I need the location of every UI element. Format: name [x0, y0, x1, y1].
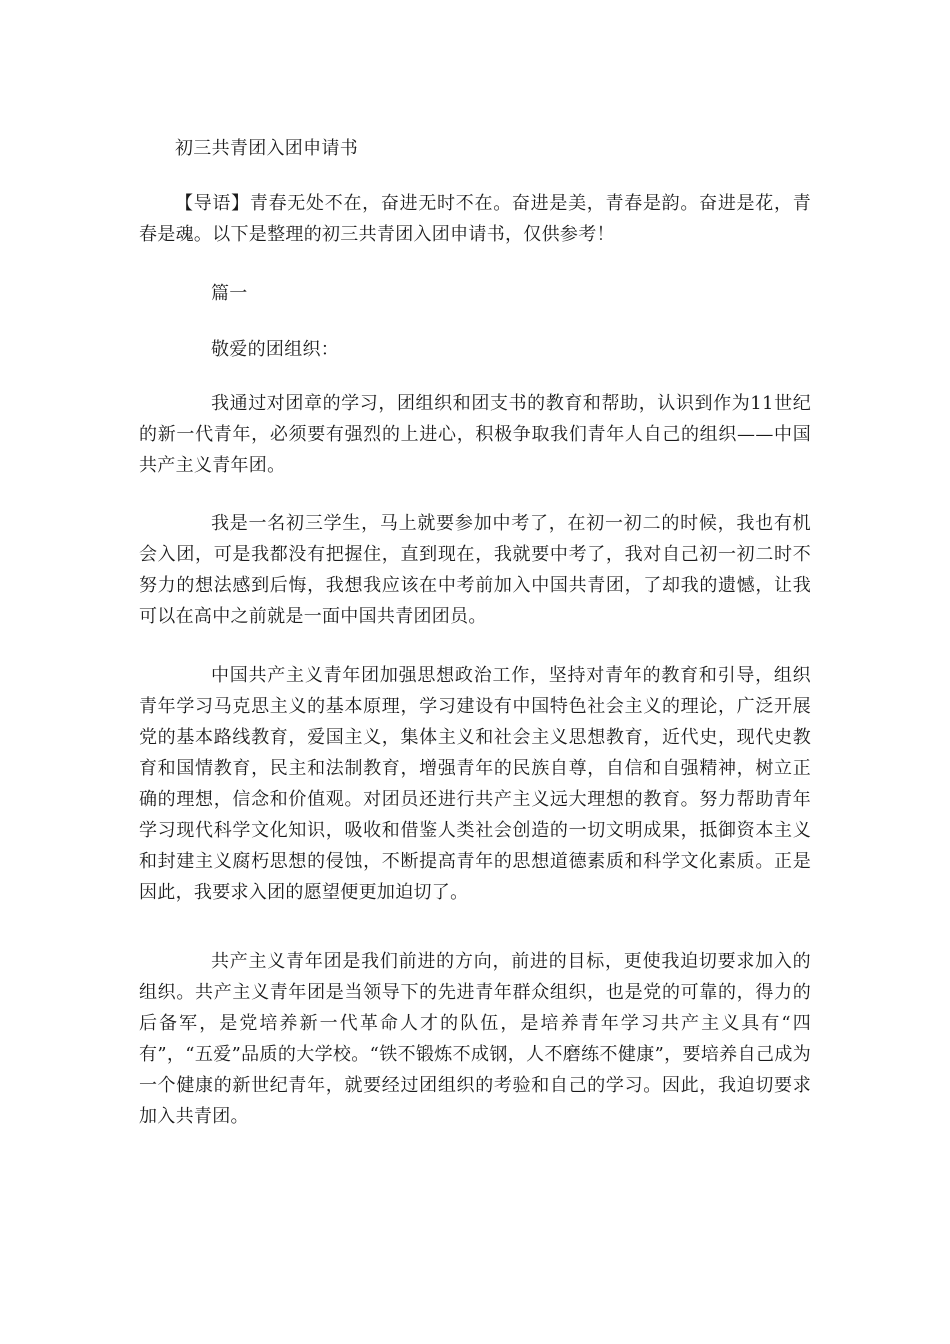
section-label: 篇一: [211, 283, 248, 304]
body-paragraph-3: 中国共产主义青年团加强思想政治工作，坚持对青年的教育和引导，组织青年学习马克思主义的基本原理，学习建设有中国特色社会主义的理论，广泛开展党的基本路线教育，爱国主义，集体主义和社会主义思想教育，近代史，现代史教育和国情教育，民主和法制教育，增强青年的民族自尊，自信和自强精神，树立正确的理想，信念和价值观。对团员还进行共产主义远大理想的教育。努力帮助青年学习现代科学文化知识，吸收和借鉴人类社会创造的一切文明成果，抵御资本主义和封建主义腐朽思想的侵蚀，不断提高青年的思想道德素质和科学文化素质。正是因此，我要求入团的愿望便更加迫切了。: [139, 665, 811, 903]
body-paragraph-4: 共产主义青年团是我们前进的方向，前进的目标，更使我迫切要求加入的组织。共产主义青年团是当领导下的先进青年群众组织，也是党的可靠的，得力的后备军，是党培养新一代革命人才的队伍，是培养青年学习共产主义具有“四有”，“五爱”品质的大学校。“铁不锻炼不成钢，人不磨练不健康”，要培养自己成为一个健康的新世纪青年，就要经过团组织的考验和自己的学习。因此，我迫切要求加入共青团。: [139, 951, 811, 1127]
body-paragraph-1: 我通过对团章的学习，团组织和团支书的教育和帮助，认识到作为11世纪的新一代青年，必须要有强烈的上进心，积极争取我们青年人自己的组织——中国共产主义青年团。: [139, 393, 811, 476]
intro-paragraph: 【导语】青春无处不在，奋进无时不在。奋进是美，青春是韵。奋进是花，青春是魂。以下是整理的初三共青团入团申请书，仅供参考！: [139, 193, 811, 245]
document-title: 初三共青团入团申请书: [175, 138, 358, 159]
salutation: 敬爱的团组织：: [211, 339, 340, 360]
body-paragraph-2: 我是一名初三学生，马上就要参加中考了，在初一初二的时候，我也有机会入团，可是我都没有把握住，直到现在，我就要中考了，我对自己初一初二时不努力的想法感到后悔，我想我应该在中考前加入中国共青团，了却我的遗憾，让我可以在高中之前就是一面中国共青团团员。: [139, 513, 811, 627]
